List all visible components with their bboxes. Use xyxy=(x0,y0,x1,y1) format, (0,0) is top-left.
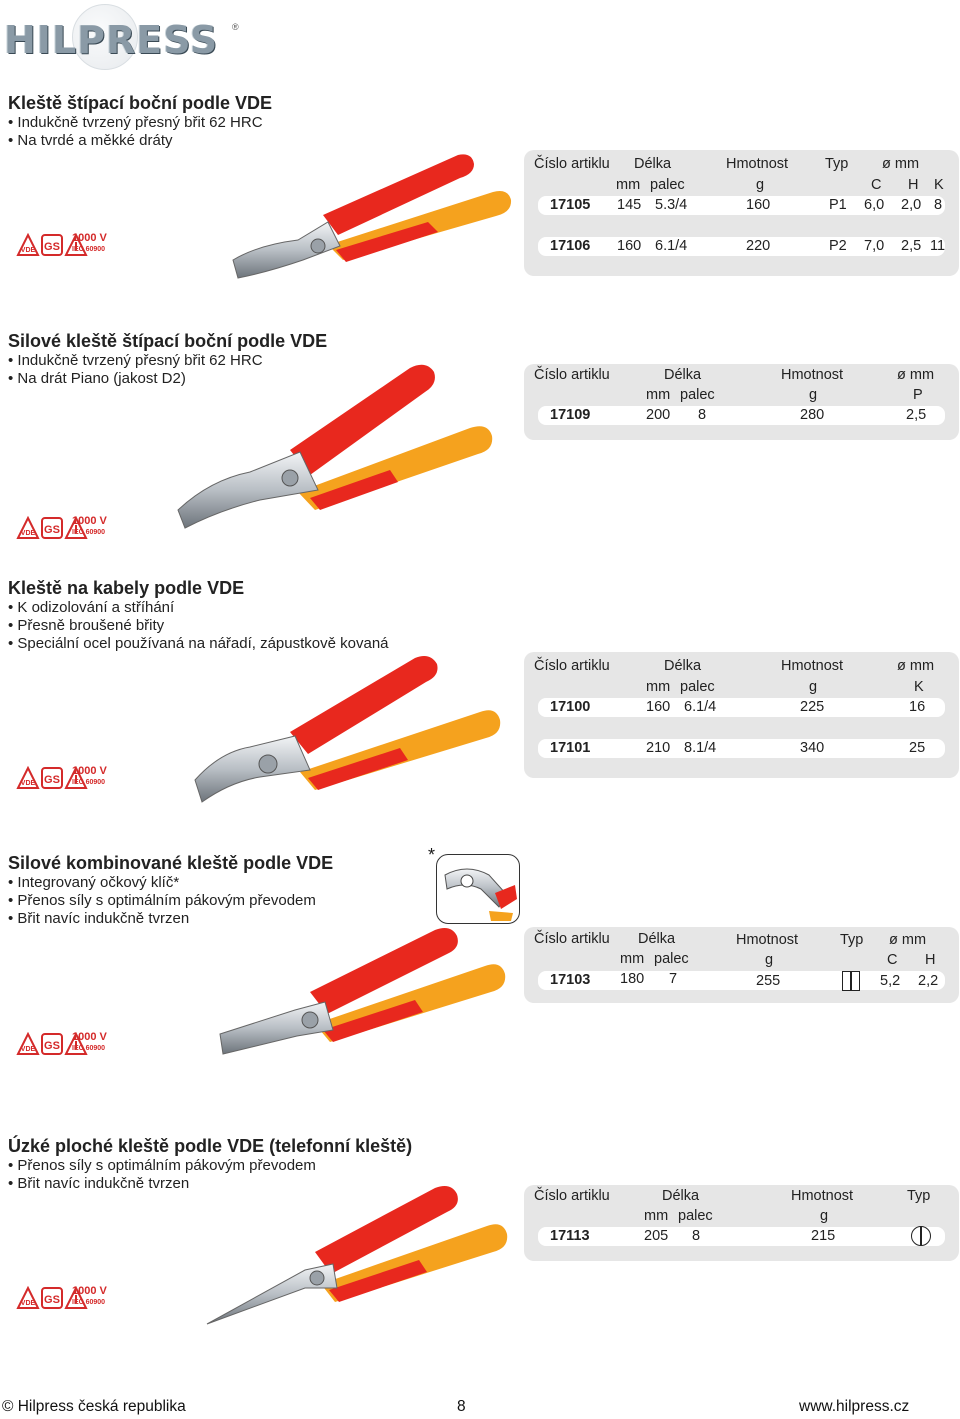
col-weight: Hmotnost xyxy=(736,932,799,948)
cell: 255 xyxy=(756,973,781,989)
col-weight: Hmotnost xyxy=(726,156,789,172)
cell-article: 17109 xyxy=(550,407,591,423)
spec-table xyxy=(524,1185,959,1261)
cell-article: 17103 xyxy=(550,972,591,988)
bullet: • Přenos síly s optimálním pákovým převodem xyxy=(8,1157,412,1175)
voltage-label: 1000 V xyxy=(72,765,107,777)
bullet: • Na tvrdé a měkké dráty xyxy=(8,132,272,150)
cell: 220 xyxy=(746,238,771,254)
cell: 8 xyxy=(692,1228,701,1244)
section-side-cutters xyxy=(8,93,272,150)
table-row xyxy=(538,739,945,758)
bullet: • Přenos síly s optimálním pákovým převodem xyxy=(8,892,333,910)
cell-article: 17113 xyxy=(550,1228,590,1244)
cell: P1 xyxy=(829,197,847,213)
iec-label: IEC 60900 xyxy=(72,1299,106,1306)
spec-table xyxy=(524,364,959,440)
footer-page-number: 8 xyxy=(457,1398,466,1415)
section-combination-pliers xyxy=(8,853,333,928)
cell: 145 xyxy=(617,197,642,213)
col-length: Délka xyxy=(664,367,702,383)
bullet: • Břit navíc indukčně tvrzen xyxy=(8,1175,412,1193)
unit-g: g xyxy=(765,952,774,968)
unit-h: H xyxy=(925,952,936,968)
section-title: Kleště štípací boční podle VDE xyxy=(8,93,273,113)
long-nose-pliers-image xyxy=(205,1180,515,1330)
cell: 2,2 xyxy=(918,973,939,989)
asterisk: * xyxy=(428,845,436,865)
unit-mm: mm xyxy=(644,1208,669,1224)
col-article: Číslo artiklu xyxy=(534,1188,610,1204)
iec-label: IEC 60900 xyxy=(72,529,106,536)
unit-mm: mm xyxy=(646,387,671,403)
combination-pliers-image xyxy=(215,922,515,1062)
cell: 6.1/4 xyxy=(655,238,688,254)
unit-g: g xyxy=(756,177,765,193)
section-cable-cutters xyxy=(8,578,389,653)
section-title: Silové kombinované kleště podle VDE xyxy=(8,853,334,873)
table-row xyxy=(538,406,945,425)
cell: 25 xyxy=(909,740,926,756)
col-weight: Hmotnost xyxy=(781,367,844,383)
col-diameter: ø mm xyxy=(889,932,927,948)
col-type: Typ xyxy=(825,156,849,172)
cell: 6,0 xyxy=(864,197,885,213)
bullet: • K odizolování a stříhání xyxy=(8,599,389,617)
voltage-label: 1000 V xyxy=(72,515,107,527)
col-article: Číslo artiklu xyxy=(534,658,610,674)
cell: 7 xyxy=(669,971,678,987)
cable-cutter-pliers-image xyxy=(190,652,510,812)
voltage-rating xyxy=(72,1286,107,1308)
hilpress-logo xyxy=(4,4,244,68)
cell: 215 xyxy=(811,1228,836,1244)
col-weight: Hmotnost xyxy=(781,658,844,674)
col-weight: Hmotnost xyxy=(791,1188,854,1204)
unit-p: P xyxy=(913,387,923,403)
unit-g: g xyxy=(809,679,818,695)
col-diameter: ø mm xyxy=(897,367,935,383)
col-article: Číslo artiklu xyxy=(534,156,610,172)
bullet: • Na drát Piano (jakost D2) xyxy=(8,370,327,388)
footer-company: © Hilpress česká republika xyxy=(2,1398,186,1415)
unit-k: K xyxy=(914,679,924,695)
voltage-label: 1000 V xyxy=(72,232,107,244)
col-type: Typ xyxy=(840,932,864,948)
cell-article: 17105 xyxy=(550,197,591,213)
section-title: Kleště na kabely podle VDE xyxy=(8,578,245,598)
heavy-side-cutter-pliers-image xyxy=(170,360,510,535)
cell: 2,0 xyxy=(901,197,922,213)
side-cutter-pliers-image xyxy=(228,150,528,285)
type-symbol-icon xyxy=(911,1226,931,1246)
unit-inch: palec xyxy=(680,679,715,695)
voltage-rating xyxy=(72,516,107,538)
section-title: Silové kleště štípací boční podle VDE xyxy=(8,331,328,351)
voltage-label: 1000 V xyxy=(72,1031,107,1043)
cell: 7,0 xyxy=(864,238,885,254)
col-length: Délka xyxy=(638,931,676,947)
voltage-label: 1000 V xyxy=(72,1285,107,1297)
registered-mark: ® xyxy=(232,22,239,32)
cell: P2 xyxy=(829,238,847,254)
ring-spanner-detail-graphic xyxy=(437,855,519,923)
cell: 6.1/4 xyxy=(684,699,717,715)
iec-label: IEC 60900 xyxy=(72,779,106,786)
iec-label: IEC 60900 xyxy=(72,246,106,253)
unit-inch: palec xyxy=(650,177,685,193)
bullet: • Integrovaný očkový klíč* xyxy=(8,874,333,892)
bullet: • Břit navíc indukčně tvrzen xyxy=(8,910,333,928)
iec-label: IEC 60900 xyxy=(72,1045,106,1052)
bullet: • Indukčně tvrzený přesný břit 62 HRC xyxy=(8,352,327,370)
unit-c: C xyxy=(887,952,898,968)
cell: 2,5 xyxy=(901,238,922,254)
unit-inch: palec xyxy=(678,1208,713,1224)
col-length: Délka xyxy=(634,156,672,172)
unit-g: g xyxy=(820,1208,829,1224)
unit-k: K xyxy=(934,177,944,193)
unit-inch: palec xyxy=(680,387,715,403)
unit-inch: palec xyxy=(654,951,689,967)
col-type: Typ xyxy=(907,1188,931,1204)
unit-mm: mm xyxy=(616,177,641,193)
unit-c: C xyxy=(871,177,882,193)
cell: 160 xyxy=(617,238,642,254)
unit-mm: mm xyxy=(646,679,671,695)
unit-h: H xyxy=(908,177,919,193)
cell-article: 17101 xyxy=(550,740,591,756)
col-diameter: ø mm xyxy=(897,658,935,674)
ring-spanner-detail-image xyxy=(436,854,520,924)
col-diameter: ø mm xyxy=(882,156,920,172)
cell: 5,2 xyxy=(880,973,901,989)
cell: 8 xyxy=(934,197,943,213)
cell: 2,5 xyxy=(906,407,927,423)
cell: 16 xyxy=(909,699,926,715)
col-length: Délka xyxy=(664,658,702,674)
cell: 11 xyxy=(930,238,946,254)
cell: 340 xyxy=(800,740,825,756)
logo-text: HILPRESS xyxy=(4,18,219,62)
cell: 8 xyxy=(698,407,707,423)
col-length: Délka xyxy=(662,1188,700,1204)
col-article: Číslo artiklu xyxy=(534,367,610,383)
col-article: Číslo artiklu xyxy=(534,931,610,947)
type-symbol-icon xyxy=(842,971,860,991)
cell: 200 xyxy=(646,407,671,423)
cell: 160 xyxy=(746,197,771,213)
voltage-rating xyxy=(72,233,107,255)
cell: 5.3/4 xyxy=(655,197,688,213)
voltage-rating xyxy=(72,766,107,788)
cell-article: 17106 xyxy=(550,238,591,254)
cell: 210 xyxy=(646,740,671,756)
cell: 160 xyxy=(646,699,671,715)
unit-g: g xyxy=(809,387,818,403)
cell: 180 xyxy=(620,971,645,987)
spec-table xyxy=(524,150,959,276)
cell: 225 xyxy=(800,699,825,715)
table-row xyxy=(538,698,945,717)
cell-article: 17100 xyxy=(550,699,591,715)
section-title: Úzké ploché kleště podle VDE (telefonní kleště) xyxy=(8,1136,413,1156)
table-row xyxy=(538,1227,945,1246)
bullet: • Speciální ocel používaná na nářadí, zápustkově kovaná xyxy=(8,635,389,653)
spec-table xyxy=(524,652,959,778)
footer-website-link[interactable]: www.hilpress.cz xyxy=(799,1398,910,1415)
cell: 8.1/4 xyxy=(684,740,717,756)
cell: 280 xyxy=(800,407,825,423)
unit-mm: mm xyxy=(620,951,645,967)
bullet: • Přesně broušené břity xyxy=(8,617,389,635)
cell: 205 xyxy=(644,1228,669,1244)
spec-table xyxy=(524,927,959,1003)
voltage-rating xyxy=(72,1032,107,1054)
bullet: • Indukčně tvrzený přesný břit 62 HRC xyxy=(8,114,272,132)
